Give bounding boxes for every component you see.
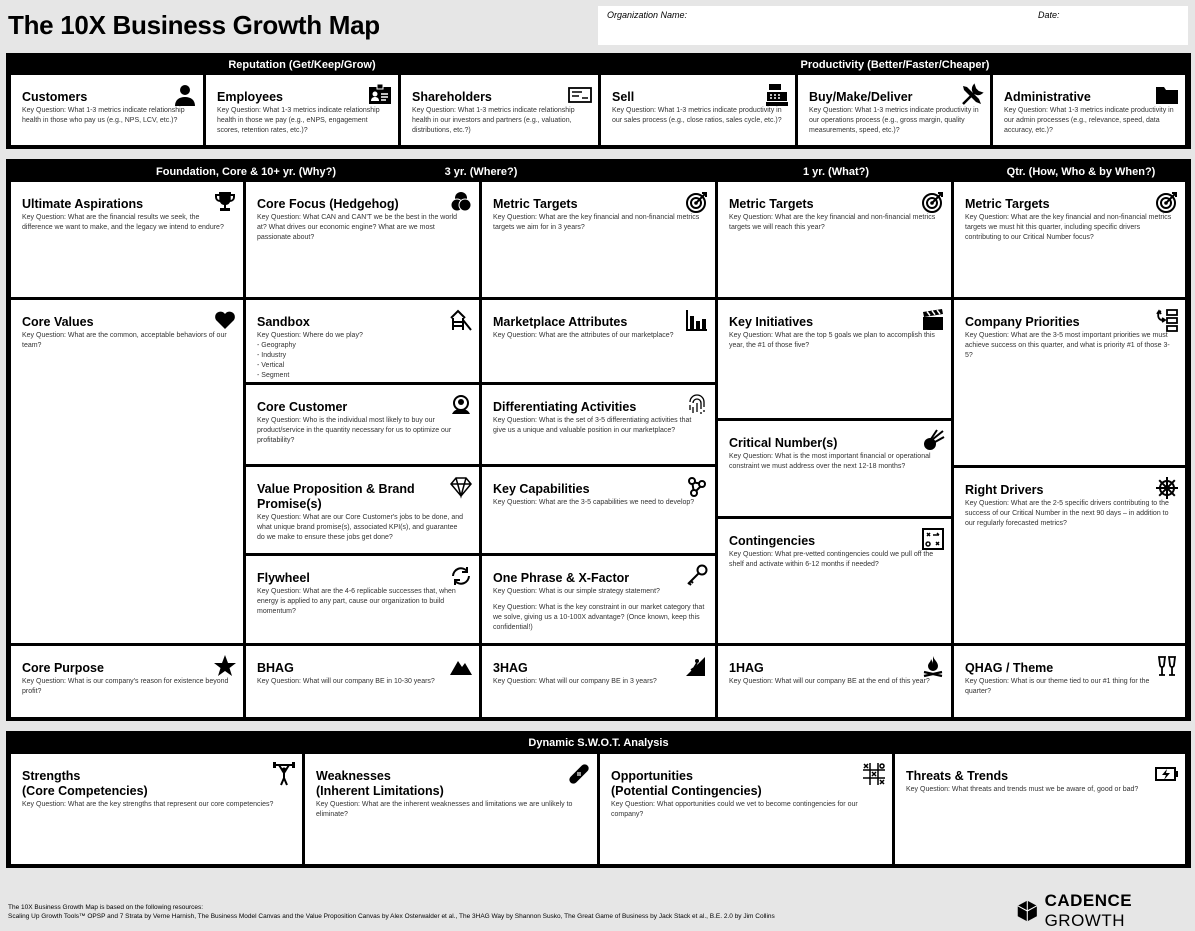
- top-cell-4[interactable]: [798, 75, 990, 145]
- company-priorities-heading: Company Priorities: [965, 315, 1080, 329]
- swot-icon-1: [567, 762, 591, 786]
- bandage-icon: [567, 762, 591, 786]
- ultimate-aspirations-heading: Ultimate Aspirations: [22, 197, 144, 211]
- contingencies-cell[interactable]: [718, 519, 951, 643]
- ultimate-aspirations-question: Key Question: What are the financial results we seek, the difference we want to make, and the legacy we intend to endure?: [22, 214, 224, 231]
- swot-title: Dynamic S.W.O.T. Analysis: [528, 737, 669, 749]
- top-cell-0[interactable]: [11, 75, 203, 145]
- right-drivers-cell[interactable]: [954, 468, 1185, 643]
- swot-heading-line2: (Core Competencies): [22, 784, 148, 798]
- check-icon: [568, 83, 592, 107]
- onehag-cell[interactable]: [718, 646, 951, 717]
- header-qtr: Qtr. (How, Who & by When?): [1006, 166, 1156, 178]
- top-cell-heading: Administrative: [1004, 90, 1091, 104]
- playbook-icon: [921, 527, 945, 551]
- top-cell-1[interactable]: [206, 75, 398, 145]
- molecule-icon: [685, 475, 709, 499]
- flywheel-heading: Flywheel: [257, 571, 310, 585]
- swot-cell-3[interactable]: [895, 754, 1185, 864]
- target-icon: [685, 190, 709, 214]
- org-header-box[interactable]: [598, 6, 1188, 45]
- core-focus-heading: Core Focus (Hedgehog): [257, 197, 399, 211]
- playground-icon: [449, 308, 473, 332]
- right-drivers-heading: Right Drivers: [965, 483, 1044, 497]
- ship-wheel-icon: [1155, 476, 1179, 500]
- target-customer-icon: [449, 393, 473, 417]
- tic-tac-toe-icon: [862, 762, 886, 786]
- metric-targets-qtr-heading: Metric Targets: [965, 197, 1050, 211]
- star-icon: [213, 654, 237, 678]
- onehag-heading: 1HAG: [729, 661, 764, 675]
- battery-charging-icon: [1155, 762, 1179, 786]
- cash-register-icon: [765, 83, 789, 107]
- key-capabilities-question: Key Question: What are the 3-5 capabilities we need to develop?: [493, 499, 695, 506]
- core-purpose-cell[interactable]: [11, 646, 243, 717]
- trophy-icon: [213, 190, 237, 214]
- champagne-icon: [1155, 654, 1179, 678]
- comet-icon: [921, 429, 945, 453]
- core-purpose-question: Key Question: What is our company's reason for existence beyond profit?: [22, 678, 229, 695]
- threehag-question: Key Question: What will our company BE in 3 years?: [493, 678, 657, 685]
- core-values-cell[interactable]: [11, 300, 243, 643]
- value-proposition-question: Key Question: What are our Core Customer's jobs to be done, and what unique brand promise(s), associated KPI(s), and guarantee do we make to ensure these jobs get done?: [257, 514, 464, 541]
- core-purpose-heading: Core Purpose: [22, 661, 104, 675]
- core-focus-cell[interactable]: [246, 182, 479, 297]
- venn-icon: [449, 190, 473, 214]
- top-cell-heading: Buy/Make/Deliver: [809, 90, 913, 104]
- target-icon: [1155, 190, 1179, 214]
- page-title: The 10X Business Growth Map: [8, 10, 380, 40]
- qhag-theme-cell[interactable]: [954, 646, 1185, 717]
- company-priorities-cell[interactable]: [954, 300, 1185, 465]
- core-customer-cell[interactable]: [246, 385, 479, 464]
- cadence-growth-logo: [1016, 891, 1195, 930]
- swot-heading: [611, 769, 848, 799]
- bhag-cell[interactable]: [246, 646, 479, 717]
- key-icon: [685, 564, 709, 588]
- core-values-question: Key Question: What are the common, acceptable behaviors of our team?: [22, 332, 227, 349]
- x-factor-question: Key Question: What is the key constraint in our market category that we solve, giving us a 10-100X advantage? (Once known, keep this confidential!): [493, 604, 705, 631]
- onehag-question: Key Question: What will our company BE at the end of this year?: [729, 678, 930, 685]
- qhag-theme-heading: QHAG / Theme: [965, 661, 1054, 675]
- key-initiatives-heading: Key Initiatives: [729, 315, 814, 329]
- key-initiatives-cell[interactable]: [718, 300, 951, 418]
- marketplace-attributes-question: Key Question: What are the attributes of our marketplace?: [493, 332, 674, 339]
- priority-list-icon: [1155, 308, 1179, 332]
- swot-question: Key Question: What are the inherent weaknesses and limitations we are unlikely to eliminate?: [316, 801, 573, 818]
- critical-number-question: Key Question: What is the most important financial or operational constraint we must address over the next 12-18 months?: [729, 453, 931, 470]
- logo-word-cadence: CADENCE: [1044, 891, 1133, 910]
- top-cell-5[interactable]: [993, 75, 1185, 145]
- swot-cell-1[interactable]: [305, 754, 597, 864]
- metric-targets-1yr-question: Key Question: What are the key financial and non-financial metrics targets we will reach this year?: [729, 214, 936, 231]
- sandbox-question: Key Question: Where do we play? - Geography - Industry - Vertical - Segment: [257, 332, 363, 379]
- diamond-icon: [449, 475, 473, 499]
- bhag-question: Key Question: What will our company BE in 10-30 years?: [257, 678, 435, 685]
- contingencies-question: Key Question: What pre-vetted contingencies could we pull off the shelf and activate within 6-12 months if needed?: [729, 551, 934, 568]
- right-drivers-question: Key Question: What are the 2-5 specific drivers contributing to the success of our Critical Number in the next 90 days – in addition to our regularly forecasted metrics?: [965, 500, 1169, 527]
- header-foundation: Foundation, Core & 10+ yr. (Why?): [156, 166, 336, 178]
- top-cell-question: Key Question: What 1-3 metrics indicate relationship health in those who pay us (e.g., NPS, LCV, etc.)?: [22, 107, 185, 124]
- logo-word-growth: GROWTH: [1044, 911, 1126, 930]
- top-cell-question: Key Question: What 1-3 metrics indicate relationship health in those we pay (e.g., eNPS, engagement scores, retention rates, etc.)?: [217, 107, 380, 134]
- critical-number-heading: Critical Number(s): [729, 436, 838, 450]
- key-capabilities-heading: Key Capabilities: [493, 482, 590, 496]
- marketplace-attributes-heading: Marketplace Attributes: [493, 315, 628, 329]
- differentiating-activities-heading: Differentiating Activities: [493, 400, 637, 414]
- one-phrase-cell[interactable]: [482, 556, 715, 643]
- company-priorities-question: Key Question: What are the 3-5 most important priorities we must achieve success on this quarter, and what is priority #1 of those 3-5?: [965, 332, 1170, 359]
- id-card-icon: [368, 83, 392, 107]
- top-cell-question: Key Question: What 1-3 metrics indicate relationship health in our investors and partners (e.g., valuation, distributions, etc.?): [412, 107, 575, 134]
- swot-question: Key Question: What are the key strengths that represent our core competencies?: [22, 801, 274, 808]
- top-cell-heading: Employees: [217, 90, 284, 104]
- swot-heading: [22, 769, 258, 799]
- ultimate-aspirations-cell[interactable]: [11, 182, 243, 297]
- bhag-heading: BHAG: [257, 661, 294, 675]
- productivity-title: Productivity (Better/Faster/Cheaper): [800, 59, 990, 71]
- swot-heading-line1: Weaknesses: [316, 769, 391, 783]
- date-label: Date:: [1038, 10, 1060, 20]
- swot-icon-2: [862, 762, 886, 786]
- core-values-heading: Core Values: [22, 315, 94, 329]
- swot-heading-line2: (Inherent Limitations): [316, 784, 444, 798]
- flywheel-cell[interactable]: [246, 556, 479, 643]
- footer-credits: [8, 903, 775, 921]
- swot-cell-2[interactable]: [600, 754, 892, 864]
- swot-heading-line1: Threats & Trends: [906, 769, 1009, 783]
- swot-heading: [906, 769, 1141, 784]
- clapperboard-icon: [921, 308, 945, 332]
- metric-targets-qtr-cell[interactable]: [954, 182, 1185, 297]
- cube-logo-icon: [1016, 898, 1039, 924]
- org-name-label: Organization Name:: [607, 10, 688, 20]
- swot-heading-line2: (Potential Contingencies): [611, 784, 762, 798]
- top-cell-question: Key Question: What 1-3 metrics indicate productivity in our operations process (e.g., gross margin, quality measurements, speed, etc.)?: [809, 107, 979, 134]
- differentiating-activities-question: Key Question: What is the set of 3-5 differentiating activities that give us a unique and valuable position in our marketplace?: [493, 417, 692, 434]
- refresh-icon: [449, 564, 473, 588]
- metric-targets-1yr-cell[interactable]: [718, 182, 951, 297]
- metric-targets-3yr-heading: Metric Targets: [493, 197, 578, 211]
- climber-icon: [685, 654, 709, 678]
- swot-question: Key Question: What threats and trends must we be aware of, good or bad?: [906, 786, 1139, 793]
- core-focus-question: Key Question: What CAN and CAN'T we be the best in the world at? What drives our economic engine? What are we most passionate about?: [257, 214, 458, 241]
- campfire-icon: [921, 654, 945, 678]
- key-initiatives-question: Key Question: What are the top 5 goals we plan to accomplish this year, the #1 of those five?: [729, 332, 935, 349]
- top-cell-heading: Customers: [22, 90, 88, 104]
- footer-line-1: The 10X Business Growth Map is based on the following resources:: [8, 904, 204, 911]
- core-customer-question: Key Question: Who is the individual most likely to buy our product/service in the quantity necessary for us to optimize our profitability?: [257, 417, 452, 444]
- contingencies-heading: Contingencies: [729, 534, 816, 548]
- one-phrase-question: Key Question: What is our simple strategy statement?: [493, 588, 660, 595]
- qhag-theme-question: Key Question: What is our theme tied to our #1 thing for the quarter?: [965, 678, 1150, 695]
- sandbox-cell[interactable]: [246, 300, 479, 382]
- swot-cell-0[interactable]: [11, 754, 302, 864]
- heart-icon: [213, 308, 237, 332]
- top-cell-question: Key Question: What 1-3 metrics indicate productivity in our admin processes (e.g., relevance, speed, data accuracy, etc.)?: [1004, 107, 1174, 134]
- top-cell-3[interactable]: [601, 75, 795, 145]
- person-icon: [173, 83, 197, 107]
- mountain-icon: [449, 654, 473, 678]
- swot-heading-line1: Opportunities: [611, 769, 693, 783]
- sandbox-heading: Sandbox: [257, 315, 310, 329]
- folder-icon: [1155, 83, 1179, 107]
- swot-heading-line1: Strengths: [22, 769, 81, 783]
- tools-icon: [960, 83, 984, 107]
- bar-chart-icon: [685, 308, 709, 332]
- swot-icon-0: [272, 762, 296, 786]
- metric-targets-3yr-question: Key Question: What are the key financial and non-financial metrics targets we aim for in 3 years?: [493, 214, 700, 231]
- one-phrase-heading: One Phrase & X-Factor: [493, 571, 630, 585]
- top-cell-question: Key Question: What 1-3 metrics indicate productivity in our sales process (e.g., close ratios, sales cycle, etc.)?: [612, 107, 782, 124]
- fingerprint-icon: [685, 393, 709, 417]
- value-proposition-heading: Value Proposition & Brand Promise(s): [257, 482, 415, 511]
- critical-number-cell[interactable]: [718, 421, 951, 516]
- top-cell-heading: Shareholders: [412, 90, 492, 104]
- metric-targets-3yr-cell[interactable]: [482, 182, 715, 297]
- flywheel-question: Key Question: What are the 4-6 replicable successes that, when energy is applied to any part, cause our organization to build momentum?: [257, 588, 456, 615]
- header-3yr: 3 yr. (Where?): [444, 166, 518, 178]
- top-cell-2[interactable]: [401, 75, 598, 145]
- swot-question: Key Question: What opportunities could we vet to become contingencies for our company?: [611, 801, 858, 818]
- key-capabilities-cell[interactable]: [482, 467, 715, 553]
- footer-line-2: Scaling Up Growth Tools™ OPSP and 7 Strata by Verne Harnish, The Business Model Canvas and the Value Proposition Canvas by Alex Osterwalder et al., The 3HAG Way by Shannon Susko, The Great Game of Business by Jack Stack et al., B.E. 2.0 by Jim Collins: [8, 913, 775, 920]
- differentiating-activities-cell[interactable]: [482, 385, 715, 464]
- threehag-cell[interactable]: [482, 646, 715, 717]
- weightlifter-icon: [272, 762, 296, 786]
- top-cell-heading: Sell: [612, 90, 635, 104]
- swot-heading: [316, 769, 553, 799]
- value-proposition-cell[interactable]: [246, 467, 479, 553]
- threehag-heading: 3HAG: [493, 661, 528, 675]
- swot-icon-3: [1155, 762, 1179, 786]
- metric-targets-qtr-question: Key Question: What are the key financial and non-financial metrics targets we must hit this quarter, including specific drivers contributing to our Critical Number focus?: [965, 214, 1172, 241]
- header-1yr: 1 yr. (What?): [802, 166, 869, 178]
- marketplace-attributes-cell[interactable]: [482, 300, 715, 382]
- metric-targets-1yr-heading: Metric Targets: [729, 197, 814, 211]
- core-customer-heading: Core Customer: [257, 400, 348, 414]
- reputation-title: Reputation (Get/Keep/Grow): [228, 59, 376, 71]
- target-icon: [921, 190, 945, 214]
